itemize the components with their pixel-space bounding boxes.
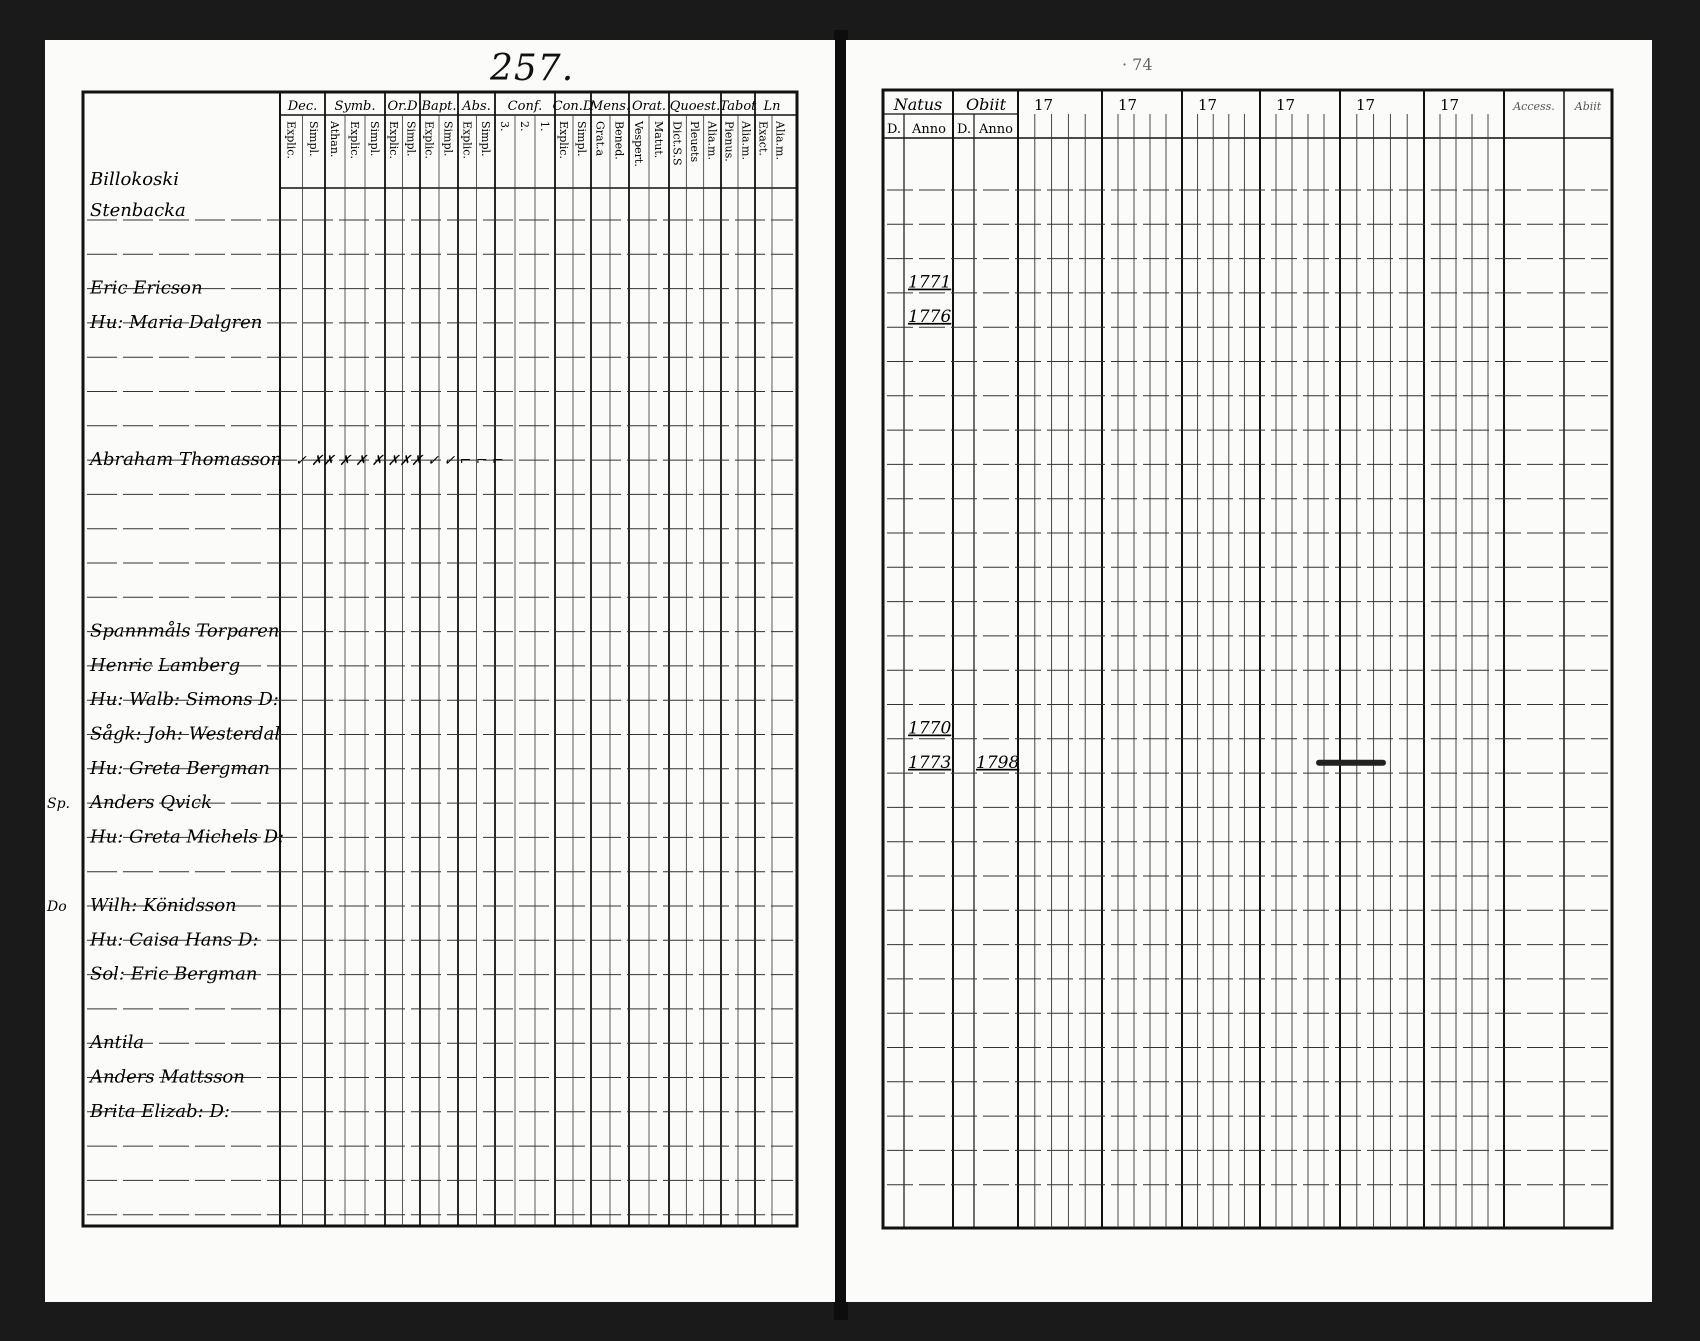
column-subheader: Grat.a xyxy=(593,121,607,157)
resident-name: Eric Ericson xyxy=(90,277,203,299)
column-subheader: Pleuets xyxy=(688,121,701,163)
column-subheader: Explic. xyxy=(557,121,570,159)
resident-name: Spannmåls Torparen xyxy=(90,620,280,642)
column-subheader: Pienus. xyxy=(722,121,736,162)
column-subheader: Exact. xyxy=(756,121,770,156)
year-block-header-4: 17 xyxy=(1356,96,1376,114)
column-header-6: Con.D xyxy=(552,99,594,114)
column-subheader: 3. xyxy=(498,121,511,132)
column-subheader: Explic. xyxy=(460,121,474,159)
resident-name: Sågk: Joh: Westerdal xyxy=(90,723,281,745)
birth-year: 1776 xyxy=(908,306,952,327)
birth-year: 1771 xyxy=(908,272,952,293)
right-register-grid xyxy=(846,40,1652,1302)
resident-name: Hu: Caisa Hans D: xyxy=(90,929,259,951)
obiit-day-header: D. xyxy=(956,122,972,137)
column-header-2: Or.D xyxy=(387,99,418,114)
column-subheader: Simpl. xyxy=(404,121,418,157)
column-subheader: Athan. xyxy=(328,121,341,158)
column-subheader: Simpl. xyxy=(441,121,455,157)
column-subheader: Dict.S.S xyxy=(670,121,684,166)
obiit-header: Obiit xyxy=(965,95,1007,114)
column-subheader: 2. xyxy=(518,121,531,132)
resident-name: Hu: Maria Dalgren xyxy=(90,311,263,333)
year-block-header-3: 17 xyxy=(1276,96,1296,114)
left-register-grid xyxy=(45,40,835,1302)
column-subheader: Explic. xyxy=(386,121,400,159)
column-subheader: Simpl. xyxy=(575,121,588,157)
ink-smudge xyxy=(1316,760,1386,766)
resident-name: Billokoski xyxy=(90,169,179,190)
column-header-9: Quoest. xyxy=(669,99,721,114)
resident-name: Anders Mattsson xyxy=(90,1066,245,1088)
column-subheader: Explic. xyxy=(284,121,298,159)
resident-name: Hu: Greta Michels D: xyxy=(90,826,285,848)
column-subheader: Simpl. xyxy=(306,121,320,157)
column-subheader: Alia.m. xyxy=(705,121,719,160)
resident-name: Sol: Eric Bergman xyxy=(90,963,258,985)
natus-year-header: Anno xyxy=(912,122,946,137)
column-subheader: Simpl. xyxy=(368,121,381,157)
resident-name: Brita Elizab: D: xyxy=(90,1100,230,1122)
column-subheader: Bened. xyxy=(612,121,626,160)
resident-name: Hu: Walb: Simons D: xyxy=(90,689,279,711)
natus-header: Natus xyxy=(893,95,943,114)
catechism-marks: ✓ ✗✗ ✗ ✗ ✗ ✗✗✗ ✓ ✓ ⌐ ⌐ ⌐ xyxy=(295,453,504,470)
column-subheader: Simpl. xyxy=(478,121,492,157)
margin-note: Sp. xyxy=(47,796,71,813)
column-subheader: Explic. xyxy=(422,121,436,159)
column-header-4: Abs. xyxy=(462,99,491,114)
column-subheader: Matut. xyxy=(652,121,665,159)
column-header-5: Conf. xyxy=(507,99,543,114)
year-block-header-5: 17 xyxy=(1440,96,1460,114)
birth-year: 1770 xyxy=(908,718,952,739)
resident-name: Hu: Greta Bergman xyxy=(90,757,270,779)
right-table-border xyxy=(883,90,1612,1228)
column-header-11: Ln xyxy=(763,99,781,114)
resident-name: Wilh: Könidsson xyxy=(90,895,237,916)
column-subheader: Explic. xyxy=(348,121,361,159)
column-header-10: Tabot xyxy=(719,99,757,114)
obiit-year-header: Anno xyxy=(979,122,1013,137)
resident-name: Anders Qvick xyxy=(90,792,213,814)
resident-name: Antila xyxy=(90,1032,145,1054)
resident-name: Abraham Thomasson xyxy=(90,449,283,471)
birth-year: 1773 xyxy=(908,752,952,773)
abiit-header: Abiit xyxy=(1574,100,1602,113)
resident-name: Henric Lamberg xyxy=(90,654,241,676)
right-page xyxy=(846,40,1652,1302)
column-header-8: Orat. xyxy=(632,99,666,114)
left-page xyxy=(45,40,835,1302)
natus-day-header: D. xyxy=(886,122,902,137)
margin-note: Do xyxy=(47,899,67,915)
top-mark: · 74 xyxy=(1122,55,1153,74)
column-header-7: Mens. xyxy=(589,99,631,114)
year-block-header-1: 17 xyxy=(1118,96,1138,114)
column-subheader: Alia.m. xyxy=(773,121,787,160)
column-header-0: Dec. xyxy=(287,99,318,114)
column-subheader: Alia.m. xyxy=(739,121,753,160)
column-header-3: Bapt. xyxy=(421,99,457,114)
resident-name: Stenbacka xyxy=(90,199,186,221)
year-block-header-0: 17 xyxy=(1034,96,1054,114)
column-subheader: 1. xyxy=(538,121,551,132)
page-number: 257. xyxy=(490,48,575,89)
death-year: 1798 xyxy=(976,752,1020,773)
column-subheader: Vespert. xyxy=(632,121,645,167)
accessit-header: Access. xyxy=(1513,100,1555,113)
year-block-header-2: 17 xyxy=(1198,96,1218,114)
column-header-1: Symb. xyxy=(334,99,376,114)
